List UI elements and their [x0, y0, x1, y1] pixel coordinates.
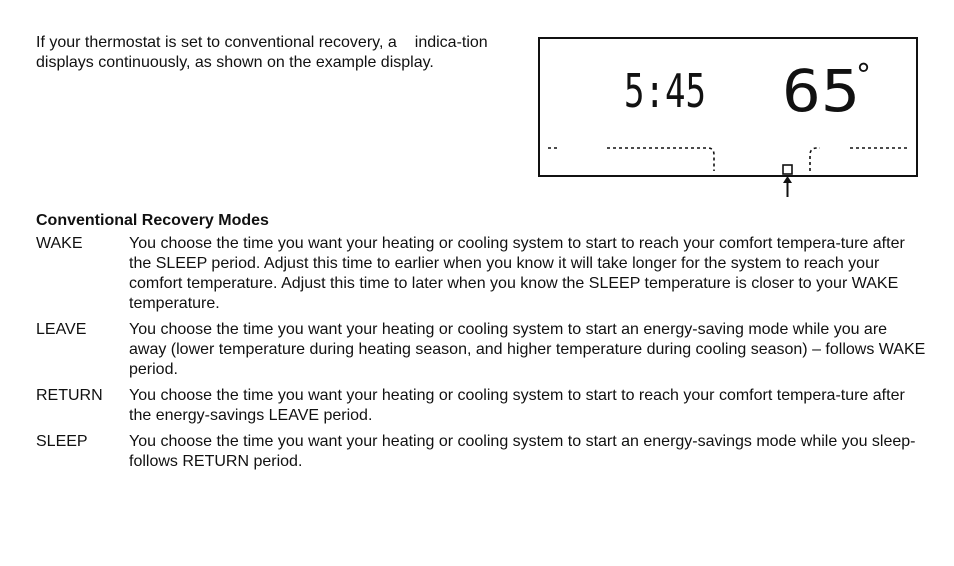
mode-row-return — [36, 386, 926, 426]
intro-text-before: If your thermostat is set to conventional recovery, a — [36, 34, 397, 51]
arrow-head — [783, 176, 792, 183]
mode-description: You choose the time you want your heating or cooling system to start to reach your comfort tempera-ture after the SLEEP period. Adjust this time to earlier when you know it will take longer for the system to reach your comfort temperature. Adjust this time to later when you know the SLEEP temperature is closer to your WAKE temperature. — [129, 235, 905, 312]
intro-paragraph — [36, 33, 516, 73]
mode-description: You choose the time you want your heating or cooling system to start an energy-savings mode while you sleep-follows RETURN period. — [129, 433, 916, 470]
mode-row-wake — [36, 234, 926, 314]
intro-text-after: indica-tion displays continuously, as shown on the example display. — [36, 34, 488, 71]
dash-segment-right-short — [810, 148, 820, 171]
display-temperature: 65 — [782, 57, 860, 125]
mode-list — [36, 234, 926, 478]
mode-description: You choose the time you want your heating or cooling system to start an energy-saving mode while you are away (lower temperature during heating season, and higher temperature during cooling season) – follows WAKE period. — [129, 321, 926, 378]
mode-name: WAKE — [36, 235, 83, 252]
mode-name: LEAVE — [36, 321, 87, 338]
thermostat-example-display — [538, 37, 918, 177]
mode-row-leave — [36, 320, 926, 380]
mode-name: SLEEP — [36, 433, 88, 450]
thermostat-display-drawing — [538, 37, 918, 199]
mode-description: You choose the time you want your heating or cooling system to start to reach your comfort tempera-ture after the energy-savings LEAVE period. — [129, 387, 905, 424]
period-indicator-dashes — [548, 148, 910, 171]
display-time: 5:45 — [624, 64, 706, 118]
mode-row-sleep — [36, 432, 926, 472]
section-heading: Conventional Recovery Modes — [36, 212, 269, 229]
display-degree: ° — [856, 58, 871, 93]
mode-name: RETURN — [36, 387, 103, 404]
pointer-arrow-icon — [783, 176, 792, 197]
recovery-square-indicator-icon — [783, 165, 792, 174]
dash-segment-left — [607, 148, 714, 171]
